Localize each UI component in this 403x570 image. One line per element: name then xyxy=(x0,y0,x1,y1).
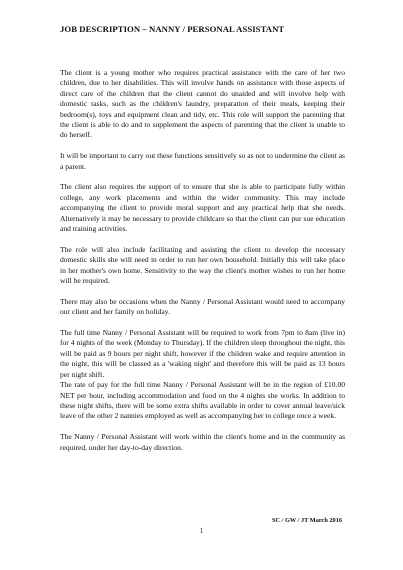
paragraph-domestic-skills: The role will also include facilitating and assisting the client to develop the necessary domestic skills she will need in order to run her own household. Initially this will take place in her mother's own home. Sensitivity to the way the client's mother wishes to run her home will be required. xyxy=(60,244,345,286)
paragraph-client-overview: The client is a young mother who requires practical assistance with the care of her two children, due to her disabilities. This will involve hands on assistance with those aspects of direct care of the children that the client cannot do unaided and will involve help with domestic tasks, such as the children's laundry, preparation of their meals, keeping their bedroom(s), toys and equipment clean and tidy, etc. This role will support the parenting that the client is able to do and to supplement the aspects of parenting that the client is unable to do herself. xyxy=(60,68,345,140)
paragraph-working-hours: The full time Nanny / Personal Assistant will be required to work from 7pm to 8am (live in) for 4 nights of the week (Monday to Thursday). If the children sleep throughout the night, this will be paid as 9 hours per night shift, however if the children wake and require attention in the night, this will be classed as a 'waking night' and therefore this will be paid as 13 hours per night shift. xyxy=(60,328,345,379)
paragraph-holiday: There may also be occasions when the Nanny / Personal Assistant would need to accompany our client and her family on holiday. xyxy=(60,296,345,317)
paragraph-sensitivity: It will be important to carry out these functions sensitively so as not to undermine the client as a parent. xyxy=(60,151,345,171)
paragraph-work-location: The Nanny / Personal Assistant will work within the client's home and in the community as required, under her day-to-day direction. xyxy=(60,432,345,452)
paragraph-rate-of-pay: The rate of pay for the full time Nanny / Personal Assistant will be in the region of £10.00 NET per hour, including accommodation and food on the 4 nights she works. In addition to these night shifts, there will be some extra shifts available in order to cover annual leave/sick leave of the other 2 nannies employed as well as accompanying her to college once a week. xyxy=(60,380,345,421)
document-body xyxy=(60,68,345,463)
document-title: JOB DESCRIPTION – NANNY / PERSONAL ASSISTANT xyxy=(60,24,285,34)
footer-reference: SC / GW / JT March 2016 xyxy=(272,517,342,524)
page-number: 1 xyxy=(199,528,204,535)
paragraph-college-support: The client also requires the support of to ensure that she is able to participate fully within college, any work placements and within the wider community. This may include accompanying the client to provide moral support and any practical help that she needs. Alternatively it may be necessary to provide childcare so that the client can pur sue education and training activities. xyxy=(60,182,345,234)
